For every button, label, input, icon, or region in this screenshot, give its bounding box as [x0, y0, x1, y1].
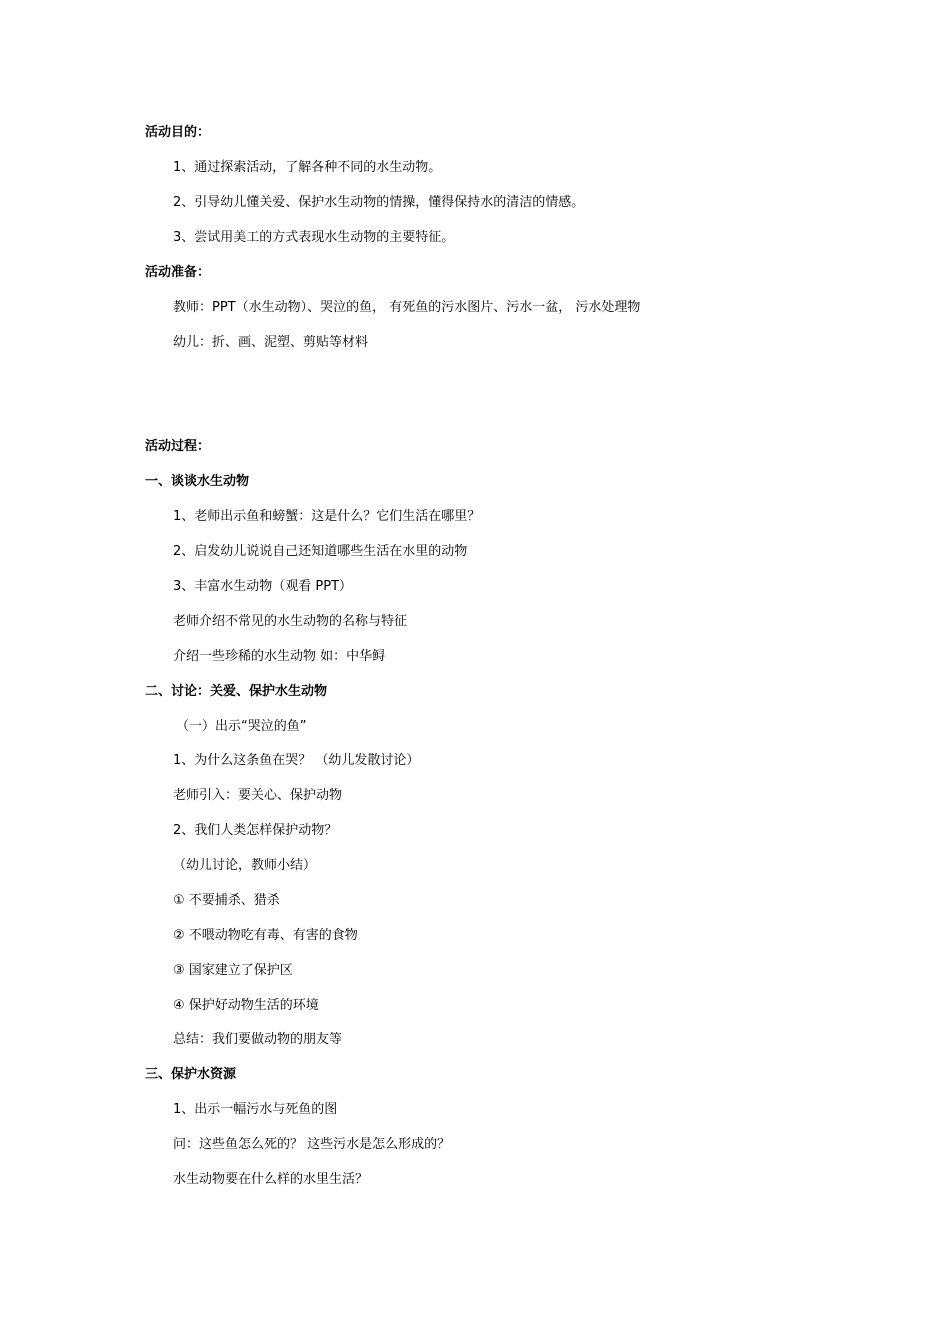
part2-title: 二、讨论：关爱、保护水生动物 [145, 684, 328, 699]
part1-title: 一、谈谈水生动物 [145, 474, 250, 489]
part2-line: ③ 国家建立了保护区 [173, 963, 293, 978]
part2-line: ④ 保护好动物生活的环境 [173, 998, 319, 1013]
part2-line: ① 不要捕杀、猎杀 [173, 893, 280, 908]
part3-title: 三、保护水资源 [145, 1067, 237, 1082]
part3-line: 1、出示一幅污水与死鱼的图 [173, 1102, 338, 1117]
prep-heading: 活动准备： [145, 265, 211, 280]
part2-line: 总结：我们要做动物的朋友等 [173, 1032, 343, 1047]
part2-line: 1、为什么这条鱼在哭？ （幼儿发散讨论） [173, 753, 420, 768]
process-heading: 活动过程： [145, 439, 211, 454]
part2-line: 老师引入：要关心、保护动物 [173, 788, 343, 803]
prep-children: 幼儿：折、画、泥塑、剪贴等材料 [173, 335, 369, 350]
part3-line: 问：这些鱼怎么死的？ 这些污水是怎么形成的？ [173, 1137, 451, 1152]
part1-line: 介绍一些珍稀的水生动物 如：中华鲟 [173, 649, 386, 664]
part1-line: 3、丰富水生动物（观看 PPT） [173, 579, 353, 594]
part3-line: 水生动物要在什么样的水里生活？ [173, 1172, 369, 1187]
part1-line: 1、老师出示鱼和螃蟹：这是什么？它们生活在哪里？ [173, 509, 481, 524]
part2-line: 2、我们人类怎样保护动物？ [173, 823, 338, 838]
goals-heading: 活动目的： [145, 125, 211, 140]
goal-item: 3、尝试用美工的方式表现水生动物的主要特征。 [173, 230, 455, 245]
part1-line: 老师介绍不常见的水生动物的名称与特征 [173, 614, 408, 629]
part2-sub: （一）出示“哭泣的鱼” [176, 719, 307, 734]
prep-teacher: 教师：PPT（水生动物）、哭泣的鱼， 有死鱼的污水图片、污水一盆， 污水处理物 [173, 300, 641, 315]
part1-line: 2、启发幼儿说说自己还知道哪些生活在水里的动物 [173, 544, 468, 559]
part2-line: ② 不喂动物吃有毒、有害的食物 [173, 928, 358, 943]
goal-item: 2、引导幼儿懂关爱、保护水生动物的情操，懂得保持水的清洁的情感。 [173, 195, 585, 210]
goal-item: 1、通过探索活动，了解各种不同的水生动物。 [173, 160, 442, 175]
part2-line: （幼儿讨论，教师小结） [173, 858, 317, 873]
